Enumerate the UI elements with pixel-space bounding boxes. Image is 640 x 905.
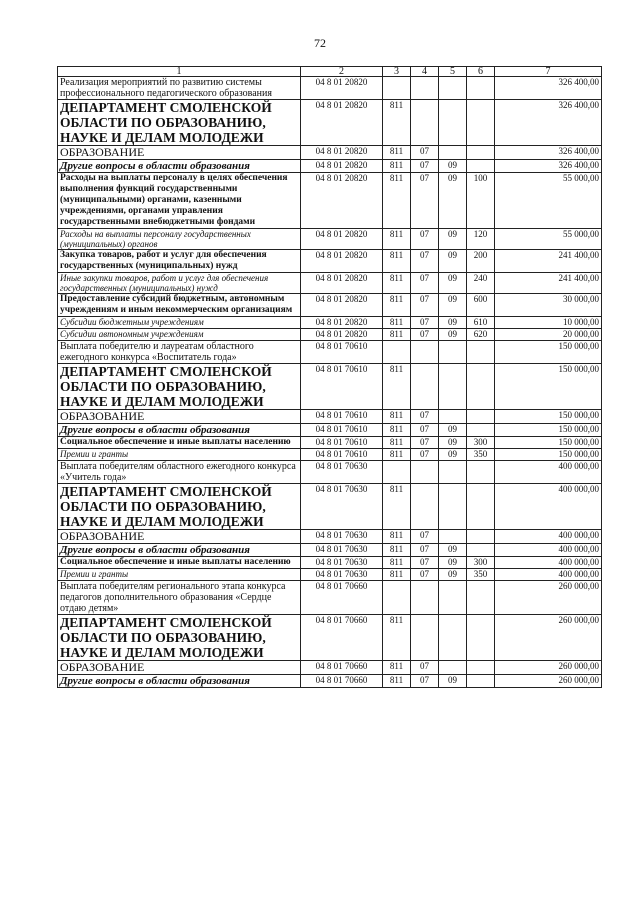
section-code: 07 <box>411 294 439 317</box>
table-row <box>58 424 602 437</box>
ministry-code: 811 <box>383 410 411 424</box>
table-row <box>58 294 602 317</box>
section-code: 07 <box>411 557 439 569</box>
amount: 20 000,00 <box>495 329 602 341</box>
section-code: 07 <box>411 675 439 688</box>
expense-type-code <box>467 160 495 173</box>
table-row <box>58 675 602 688</box>
row-name: ДЕПАРТАМЕНТ СМОЛЕНСКОЙ ОБЛАСТИ ПО ОБРАЗОВАНИЮ, НАУКЕ И ДЕЛАМ МОЛОДЕЖИ <box>58 615 301 661</box>
header-col-3: 3 <box>383 67 411 77</box>
section-code: 07 <box>411 530 439 544</box>
amount: 241 400,00 <box>495 273 602 294</box>
table-row <box>58 364 602 410</box>
subsection-code <box>439 341 467 364</box>
ministry-code: 811 <box>383 160 411 173</box>
expense-type-code: 100 <box>467 173 495 229</box>
amount: 10 000,00 <box>495 317 602 329</box>
ministry-code: 811 <box>383 273 411 294</box>
ministry-code: 811 <box>383 100 411 146</box>
row-name: ОБРАЗОВАНИЕ <box>58 661 301 675</box>
subsection-code: 09 <box>439 317 467 329</box>
table-row <box>58 449 602 461</box>
ministry-code: 811 <box>383 449 411 461</box>
row-name: Выплата победителям областного ежегодного конкурса «Учитель года» <box>58 461 301 484</box>
expense-type-code <box>467 581 495 615</box>
row-name: Реализация мероприятий по развитию системы профессионального педагогического образования <box>58 77 301 100</box>
section-code <box>411 364 439 410</box>
header-col-6: 6 <box>467 67 495 77</box>
ministry-code: 811 <box>383 615 411 661</box>
amount: 260 000,00 <box>495 615 602 661</box>
target-code: 04 8 01 20820 <box>301 229 383 250</box>
subsection-code <box>439 100 467 146</box>
row-name: Социальное обеспечение и иные выплаты населению <box>58 557 301 569</box>
amount: 150 000,00 <box>495 437 602 449</box>
subsection-code <box>439 615 467 661</box>
section-code: 07 <box>411 250 439 273</box>
section-code <box>411 615 439 661</box>
row-name: Закупка товаров, работ и услуг для обеспечения государственных (муниципальных) нужд <box>58 250 301 273</box>
ministry-code: 811 <box>383 569 411 581</box>
target-code: 04 8 01 70630 <box>301 484 383 530</box>
amount: 260 000,00 <box>495 661 602 675</box>
ministry-code <box>383 581 411 615</box>
subsection-code <box>439 461 467 484</box>
page-number: 72 <box>314 36 326 50</box>
subsection-code <box>439 77 467 100</box>
expense-type-code <box>467 364 495 410</box>
row-name: Выплата победителям регионального этапа конкурса педагогов дополнительного образования «Сердце отдаю детям» <box>58 581 301 615</box>
expense-type-code <box>467 544 495 557</box>
target-code: 04 8 01 20820 <box>301 146 383 160</box>
ministry-code: 811 <box>383 484 411 530</box>
header-col-4: 4 <box>411 67 439 77</box>
ministry-code: 811 <box>383 364 411 410</box>
subsection-code: 09 <box>439 675 467 688</box>
ministry-code: 811 <box>383 250 411 273</box>
subsection-code: 09 <box>439 544 467 557</box>
section-code: 07 <box>411 173 439 229</box>
budget-table <box>57 66 602 688</box>
subsection-code: 09 <box>439 557 467 569</box>
target-code: 04 8 01 70610 <box>301 449 383 461</box>
amount: 260 000,00 <box>495 581 602 615</box>
amount: 55 000,00 <box>495 229 602 250</box>
table-row <box>58 661 602 675</box>
amount: 400 000,00 <box>495 557 602 569</box>
row-name: Другие вопросы в области образования <box>58 424 301 437</box>
subsection-code <box>439 364 467 410</box>
row-name: Другие вопросы в области образования <box>58 160 301 173</box>
table-row <box>58 160 602 173</box>
section-code <box>411 484 439 530</box>
amount: 400 000,00 <box>495 484 602 530</box>
expense-type-code: 350 <box>467 449 495 461</box>
table-row <box>58 484 602 530</box>
ministry-code <box>383 77 411 100</box>
subsection-code: 09 <box>439 173 467 229</box>
expense-type-code: 300 <box>467 437 495 449</box>
row-name: Премии и гранты <box>58 449 301 461</box>
header-col-7: 7 <box>495 67 602 77</box>
amount: 150 000,00 <box>495 424 602 437</box>
expense-type-code <box>467 675 495 688</box>
section-code <box>411 461 439 484</box>
header-col-5: 5 <box>439 67 467 77</box>
expense-type-code <box>467 461 495 484</box>
table-row <box>58 317 602 329</box>
section-code: 07 <box>411 410 439 424</box>
target-code: 04 8 01 70610 <box>301 341 383 364</box>
row-name: Субсидии автономным учреждениям <box>58 329 301 341</box>
amount: 326 400,00 <box>495 160 602 173</box>
expense-type-code <box>467 661 495 675</box>
row-name: Расходы на выплаты персоналу в целях обеспечения выполнения функций государственными (муниципальными) органами, казенными учреждениями, органами управления государственными внебюджетными фондами <box>58 173 301 229</box>
target-code: 04 8 01 70630 <box>301 544 383 557</box>
table-row <box>58 341 602 364</box>
table-row <box>58 173 602 229</box>
row-name: Другие вопросы в области образования <box>58 675 301 688</box>
expense-type-code: 600 <box>467 294 495 317</box>
table-row <box>58 100 602 146</box>
expense-type-code: 240 <box>467 273 495 294</box>
ministry-code: 811 <box>383 329 411 341</box>
ministry-code: 811 <box>383 229 411 250</box>
target-code: 04 8 01 70630 <box>301 461 383 484</box>
expense-type-code: 620 <box>467 329 495 341</box>
section-code: 07 <box>411 229 439 250</box>
amount: 260 000,00 <box>495 675 602 688</box>
target-code: 04 8 01 70630 <box>301 557 383 569</box>
subsection-code: 09 <box>439 329 467 341</box>
subsection-code <box>439 661 467 675</box>
section-code: 07 <box>411 317 439 329</box>
amount: 150 000,00 <box>495 341 602 364</box>
row-name: ДЕПАРТАМЕНТ СМОЛЕНСКОЙ ОБЛАСТИ ПО ОБРАЗОВАНИЮ, НАУКЕ И ДЕЛАМ МОЛОДЕЖИ <box>58 100 301 146</box>
subsection-code: 09 <box>439 424 467 437</box>
table-row <box>58 581 602 615</box>
table-row <box>58 329 602 341</box>
ministry-code: 811 <box>383 173 411 229</box>
target-code: 04 8 01 70660 <box>301 675 383 688</box>
amount: 326 400,00 <box>495 100 602 146</box>
amount: 150 000,00 <box>495 364 602 410</box>
row-name: Субсидии бюджетным учреждениям <box>58 317 301 329</box>
ministry-code: 811 <box>383 530 411 544</box>
amount: 30 000,00 <box>495 294 602 317</box>
target-code: 04 8 01 70630 <box>301 569 383 581</box>
row-name: ДЕПАРТАМЕНТ СМОЛЕНСКОЙ ОБЛАСТИ ПО ОБРАЗОВАНИЮ, НАУКЕ И ДЕЛАМ МОЛОДЕЖИ <box>58 484 301 530</box>
header-col-1: 1 <box>58 67 301 77</box>
subsection-code: 09 <box>439 449 467 461</box>
expense-type-code: 120 <box>467 229 495 250</box>
table-row <box>58 544 602 557</box>
subsection-code: 09 <box>439 229 467 250</box>
table-row <box>58 273 602 294</box>
expense-type-code: 350 <box>467 569 495 581</box>
target-code: 04 8 01 20820 <box>301 160 383 173</box>
table-row <box>58 437 602 449</box>
target-code: 04 8 01 20820 <box>301 173 383 229</box>
section-code: 07 <box>411 273 439 294</box>
target-code: 04 8 01 20820 <box>301 250 383 273</box>
table-row <box>58 77 602 100</box>
expense-type-code <box>467 484 495 530</box>
section-code <box>411 341 439 364</box>
target-code: 04 8 01 70660 <box>301 581 383 615</box>
expense-type-code <box>467 530 495 544</box>
target-code: 04 8 01 70610 <box>301 364 383 410</box>
subsection-code <box>439 484 467 530</box>
amount: 326 400,00 <box>495 146 602 160</box>
table-row <box>58 410 602 424</box>
section-code: 07 <box>411 146 439 160</box>
subsection-code <box>439 581 467 615</box>
subsection-code: 09 <box>439 294 467 317</box>
section-code <box>411 100 439 146</box>
expense-type-code <box>467 615 495 661</box>
target-code: 04 8 01 70630 <box>301 530 383 544</box>
subsection-code: 09 <box>439 437 467 449</box>
amount: 150 000,00 <box>495 410 602 424</box>
amount: 326 400,00 <box>495 77 602 100</box>
amount: 400 000,00 <box>495 544 602 557</box>
target-code: 04 8 01 70660 <box>301 661 383 675</box>
target-code: 04 8 01 70610 <box>301 437 383 449</box>
row-name: ОБРАЗОВАНИЕ <box>58 410 301 424</box>
ministry-code: 811 <box>383 675 411 688</box>
target-code: 04 8 01 20820 <box>301 100 383 146</box>
row-name: Предоставление субсидий бюджетным, автономным учреждениям и иным некоммерческим организациям <box>58 294 301 317</box>
target-code: 04 8 01 70610 <box>301 424 383 437</box>
table-row <box>58 615 602 661</box>
target-code: 04 8 01 20820 <box>301 317 383 329</box>
section-code: 07 <box>411 160 439 173</box>
expense-type-code: 200 <box>467 250 495 273</box>
subsection-code <box>439 410 467 424</box>
ministry-code <box>383 461 411 484</box>
target-code: 04 8 01 70610 <box>301 410 383 424</box>
amount: 55 000,00 <box>495 173 602 229</box>
row-name: ОБРАЗОВАНИЕ <box>58 146 301 160</box>
target-code: 04 8 01 20820 <box>301 273 383 294</box>
row-name: ДЕПАРТАМЕНТ СМОЛЕНСКОЙ ОБЛАСТИ ПО ОБРАЗОВАНИЮ, НАУКЕ И ДЕЛАМ МОЛОДЕЖИ <box>58 364 301 410</box>
ministry-code: 811 <box>383 437 411 449</box>
ministry-code: 811 <box>383 424 411 437</box>
subsection-code: 09 <box>439 569 467 581</box>
expense-type-code: 300 <box>467 557 495 569</box>
subsection-code: 09 <box>439 160 467 173</box>
section-code: 07 <box>411 424 439 437</box>
table-row <box>58 569 602 581</box>
ministry-code: 811 <box>383 317 411 329</box>
expense-type-code <box>467 424 495 437</box>
subsection-code: 09 <box>439 250 467 273</box>
expense-type-code: 610 <box>467 317 495 329</box>
section-code: 07 <box>411 661 439 675</box>
section-code: 07 <box>411 329 439 341</box>
amount: 400 000,00 <box>495 461 602 484</box>
expense-type-code <box>467 146 495 160</box>
ministry-code <box>383 341 411 364</box>
ministry-code: 811 <box>383 557 411 569</box>
row-name: Расходы на выплаты персоналу государственных (муниципальных) органов <box>58 229 301 250</box>
ministry-code: 811 <box>383 544 411 557</box>
amount: 400 000,00 <box>495 530 602 544</box>
section-code <box>411 581 439 615</box>
expense-type-code <box>467 410 495 424</box>
header-row <box>58 67 602 77</box>
table-row <box>58 229 602 250</box>
ministry-code: 811 <box>383 146 411 160</box>
ministry-code: 811 <box>383 661 411 675</box>
subsection-code: 09 <box>439 273 467 294</box>
expense-type-code <box>467 100 495 146</box>
amount: 241 400,00 <box>495 250 602 273</box>
subsection-code <box>439 146 467 160</box>
section-code: 07 <box>411 437 439 449</box>
expense-type-code <box>467 341 495 364</box>
section-code: 07 <box>411 544 439 557</box>
row-name: ОБРАЗОВАНИЕ <box>58 530 301 544</box>
table-row <box>58 530 602 544</box>
header-col-2: 2 <box>301 67 383 77</box>
target-code: 04 8 01 20820 <box>301 294 383 317</box>
section-code: 07 <box>411 569 439 581</box>
table-row <box>58 557 602 569</box>
table-row <box>58 146 602 160</box>
section-code: 07 <box>411 449 439 461</box>
amount: 400 000,00 <box>495 569 602 581</box>
row-name: Выплата победителю и лауреатам областного ежегодного конкурса «Воспитатель года» <box>58 341 301 364</box>
row-name: Другие вопросы в области образования <box>58 544 301 557</box>
target-code: 04 8 01 20820 <box>301 77 383 100</box>
target-code: 04 8 01 20820 <box>301 329 383 341</box>
expense-type-code <box>467 77 495 100</box>
row-name: Иные закупки товаров, работ и услуг для обеспечения государственных (муниципальных) нужд <box>58 273 301 294</box>
row-name: Премии и гранты <box>58 569 301 581</box>
table-row <box>58 461 602 484</box>
subsection-code <box>439 530 467 544</box>
row-name: Социальное обеспечение и иные выплаты населению <box>58 437 301 449</box>
ministry-code: 811 <box>383 294 411 317</box>
section-code <box>411 77 439 100</box>
table-row <box>58 250 602 273</box>
target-code: 04 8 01 70660 <box>301 615 383 661</box>
amount: 150 000,00 <box>495 449 602 461</box>
